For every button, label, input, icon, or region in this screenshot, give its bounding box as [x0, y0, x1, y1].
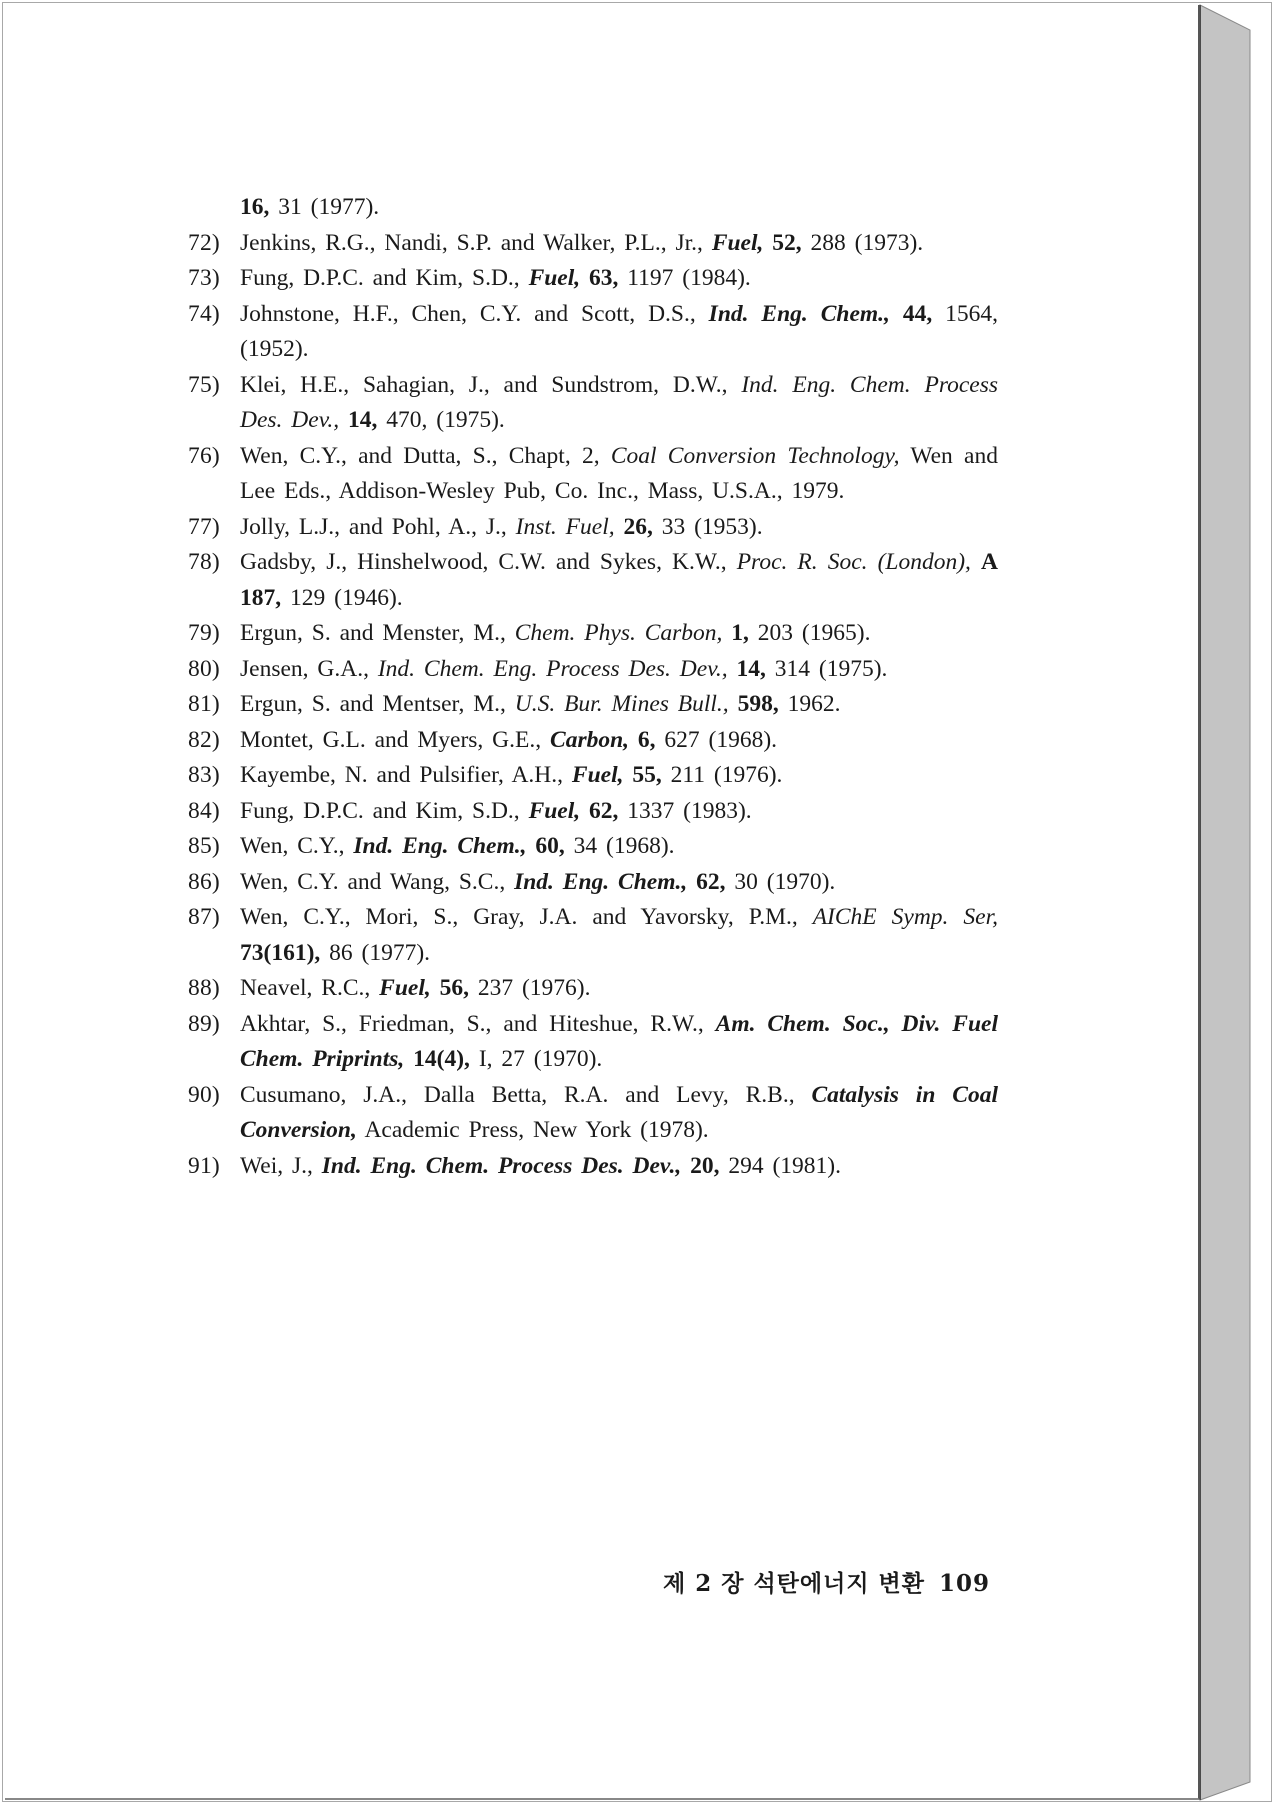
reference-text-part: Ergun, S. and Menster, M.,: [240, 620, 515, 646]
reference-text-part: 62,: [589, 797, 619, 824]
reference-text-part: AIChE Symp. Ser,: [812, 904, 998, 930]
reference-text-part: Cusumano, J.A., Dalla Betta, R.A. and Levy, R.B.,: [240, 1081, 812, 1108]
reference-number: 87): [188, 904, 220, 930]
reference-text-part: Carbon,: [550, 726, 630, 753]
reference-text: [240, 794, 998, 830]
reference-text: [240, 368, 998, 439]
reference-text: [240, 1149, 998, 1185]
reference-number: 82): [188, 726, 220, 753]
reference-text-part: 470, (1975).: [377, 407, 505, 433]
reference-text-part: Fuel,: [528, 797, 581, 824]
reference-list: [188, 190, 998, 1184]
reference-text-part: 1197 (1984).: [618, 265, 751, 291]
reference-text-part: [681, 1153, 690, 1179]
page-number: 109: [938, 1570, 990, 1597]
reference-text-part: 129 (1946).: [281, 584, 403, 611]
reference-text: [240, 226, 998, 262]
reference-text-part: 20,: [690, 1152, 720, 1179]
reference-text-part: 86 (1977).: [320, 939, 431, 966]
reference-text-part: Wen and Lee Eds., Addison-Wesley Pub, Co. Inc., Mass, U.S.A., 1979.: [240, 442, 998, 504]
reference-number: 78): [188, 549, 220, 575]
reference-text: [240, 1078, 998, 1149]
reference-text: [240, 297, 998, 368]
reference-text-part: Ind. Eng. Chem. Process Des. Dev.,: [240, 371, 998, 433]
reference-text-part: Wen, C.Y., Mori, S., Gray, J.A. and Yavorsky, P.M.,: [240, 904, 813, 930]
reference-entry: [188, 616, 998, 652]
reference-text-part: [404, 1046, 413, 1072]
reference-number: 80): [188, 655, 220, 682]
reference-text: [240, 652, 998, 688]
reference-text: [240, 261, 998, 297]
reference-text-part: [629, 727, 638, 753]
reference-number: 85): [188, 833, 220, 859]
reference-number: 73): [188, 265, 220, 291]
reference-entry: [188, 1078, 998, 1149]
reference-number: 88): [188, 975, 220, 1001]
reference-number: 89): [188, 1010, 220, 1037]
reference-text-part: Wen, C.Y., and Dutta, S., Chapt, 2,: [240, 442, 611, 469]
reference-text: [240, 723, 998, 759]
reference-entry: [188, 1149, 998, 1185]
reference-number: 91): [188, 1152, 220, 1179]
reference-text-part: 63,: [589, 265, 619, 291]
reference-text-part: Fuel,: [379, 975, 431, 1001]
reference-text-part: 211 (1976).: [661, 762, 783, 788]
reference-text: [240, 190, 998, 226]
reference-entry: [188, 723, 998, 759]
reference-number: 83): [188, 762, 220, 788]
reference-text-part: Johnstone, H.F., Chen, C.Y. and Scott, D.S.,: [240, 300, 709, 327]
page-footer: [650, 1565, 990, 1598]
reference-text: [240, 758, 998, 794]
reference-text-part: 1962.: [778, 691, 841, 717]
reference-text-part: 14,: [348, 407, 378, 433]
reference-text-part: Akhtar, S., Friedman, S., and Hiteshue, R.W.,: [240, 1010, 716, 1037]
reference-text: [240, 545, 998, 616]
reference-number: 81): [188, 691, 220, 717]
reference-entry: [188, 829, 998, 865]
reference-text-part: 1,: [731, 620, 749, 646]
reference-text: [240, 971, 998, 1007]
reference-text-part: 60,: [535, 833, 565, 859]
reference-text-part: 30 (1970).: [725, 868, 836, 895]
reference-text-part: A 187,: [240, 549, 998, 611]
reference-entry: [188, 226, 998, 262]
reference-text: [240, 616, 998, 652]
reference-number: 72): [188, 229, 220, 256]
reference-text-part: Kayembe, N. and Pulsifier, A.H.,: [240, 762, 572, 788]
reference-entry: [188, 687, 998, 723]
reference-text-part: Fuel,: [528, 265, 581, 291]
reference-entry: [188, 439, 998, 510]
reference-text-part: 52,: [772, 229, 802, 256]
reference-entry: [188, 297, 998, 368]
reference-text-part: Catalysis in Coal Conversion,: [240, 1081, 998, 1143]
reference-entry: [188, 971, 998, 1007]
reference-text-part: [728, 656, 737, 682]
reference-text-part: Ind. Chem. Eng. Process Des. Dev.,: [377, 655, 728, 682]
reference-text-part: 237 (1976).: [468, 975, 591, 1001]
reference-text-part: Am. Chem. Soc., Div. Fuel Chem. Priprints,: [240, 1010, 999, 1072]
reference-entry: [188, 758, 998, 794]
reference-text-part: 73(161),: [240, 939, 321, 966]
reference-number: 74): [188, 300, 220, 327]
reference-text-part: [580, 265, 589, 291]
reference-text-part: [729, 691, 738, 717]
reference-text-part: 294 (1981).: [719, 1152, 842, 1179]
reference-text: [240, 865, 998, 901]
reference-text-part: 26,: [623, 513, 653, 540]
reference-text: [240, 510, 998, 546]
reference-text-part: 31 (1977).: [269, 194, 380, 220]
reference-number: 79): [188, 620, 220, 646]
reference-number: 77): [188, 513, 220, 540]
reference-entry: [188, 190, 998, 226]
reference-text: [240, 900, 998, 971]
reference-entry: [188, 900, 998, 971]
reference-text-part: 598,: [737, 691, 779, 717]
reference-text-part: [339, 407, 348, 433]
reference-text-part: Montet, G.L. and Myers, G.E.,: [240, 726, 551, 753]
reference-text-part: Fuel,: [571, 762, 624, 788]
reference-text-part: Fung, D.P.C. and Kim, S.D.,: [240, 797, 529, 824]
reference-text-part: Ergun, S. and Mentser, M.,: [240, 691, 515, 717]
reference-text-part: Neavel, R.C.,: [240, 975, 380, 1001]
reference-text-part: Klei, H.E., Sahagian, J., and Sundstrom, D.W.,: [240, 371, 742, 398]
reference-text: [240, 829, 998, 865]
reference-entry: [188, 794, 998, 830]
reference-text-part: Gadsby, J., Hinshelwood, C.W. and Sykes, K.W.,: [240, 549, 737, 575]
reference-text-part: 44,: [902, 300, 933, 327]
reference-text-part: Coal Conversion Technology,: [610, 442, 900, 469]
chapter-title: 제 2 장 석탄에너지 변환: [662, 1570, 925, 1597]
reference-number: 75): [188, 371, 220, 398]
reference-text-part: Wei, J.,: [240, 1152, 322, 1179]
reference-entry: [188, 510, 998, 546]
reference-text-part: 6,: [637, 726, 656, 753]
reference-number: 90): [188, 1081, 220, 1108]
reference-number: 84): [188, 797, 220, 824]
reference-text: [240, 1007, 998, 1078]
reference-text-part: [687, 869, 696, 895]
reference-text-part: 14,: [736, 655, 766, 682]
reference-text-part: Chem. Phys. Carbon,: [514, 620, 723, 646]
reference-text-part: Jenkins, R.G., Nandi, S.P. and Walker, P.L., Jr.,: [240, 229, 712, 256]
reference-number: 86): [188, 868, 220, 895]
reference-text-part: [763, 230, 772, 256]
reference-text-part: Ind. Eng. Chem.,: [514, 868, 688, 895]
reference-text-part: 56,: [439, 975, 469, 1001]
reference-text-part: 16,: [240, 194, 270, 220]
reference-number: 76): [188, 442, 220, 469]
reference-text-part: [431, 975, 440, 1001]
reference-text-part: Fung, D.P.C. and Kim, S.D.,: [240, 265, 529, 291]
reference-text-part: [971, 549, 981, 575]
reference-text: [240, 687, 998, 723]
reference-text-part: 203 (1965).: [748, 620, 871, 646]
reference-text-part: Ind. Eng. Chem.,: [708, 300, 890, 327]
reference-text-part: Ind. Eng. Chem. Process Des. Dev.,: [321, 1152, 682, 1179]
reference-entry: [188, 545, 998, 616]
reference-text-part: [722, 620, 731, 646]
reference-text-part: Jensen, G.A.,: [240, 655, 378, 682]
reference-text-part: 55,: [632, 762, 662, 788]
reference-entry: [188, 1007, 998, 1078]
reference-text: [240, 439, 998, 510]
reference-text-part: 1564, (1952).: [240, 300, 999, 362]
reference-text-part: Inst. Fuel,: [515, 513, 615, 540]
reference-text-part: 62,: [696, 868, 726, 895]
reference-entry: [188, 865, 998, 901]
reference-text-part: 14(4),: [413, 1046, 470, 1072]
reference-text-part: U.S. Bur. Mines Bull.,: [514, 691, 729, 717]
reference-text-part: 1337 (1983).: [618, 797, 752, 824]
reference-text-part: 627 (1968).: [655, 726, 778, 753]
reference-text-part: Jolly, L.J., and Pohl, A., J.,: [240, 513, 516, 540]
reference-text-part: 314 (1975).: [765, 655, 888, 682]
reference-entry: [188, 652, 998, 688]
reference-text-part: 33 (1953).: [652, 513, 763, 540]
reference-text-part: [580, 798, 589, 824]
reference-text-part: Academic Press, New York (1978).: [356, 1117, 709, 1143]
reference-text-part: I, 27 (1970).: [469, 1046, 603, 1072]
reference-text-part: Wen, C.Y. and Wang, S.C.,: [240, 868, 515, 895]
reference-text-part: 34 (1968).: [564, 833, 675, 859]
reference-text-part: 288 (1973).: [801, 229, 924, 256]
reference-text-part: Proc. R. Soc. (London),: [736, 549, 971, 575]
reference-text-part: Ind. Eng. Chem.,: [353, 833, 527, 859]
reference-text-part: Fuel,: [711, 229, 764, 256]
reference-text-part: [890, 301, 903, 327]
reference-entry: [188, 368, 998, 439]
reference-entry: [188, 261, 998, 297]
reference-text-part: Wen, C.Y.,: [240, 833, 354, 859]
